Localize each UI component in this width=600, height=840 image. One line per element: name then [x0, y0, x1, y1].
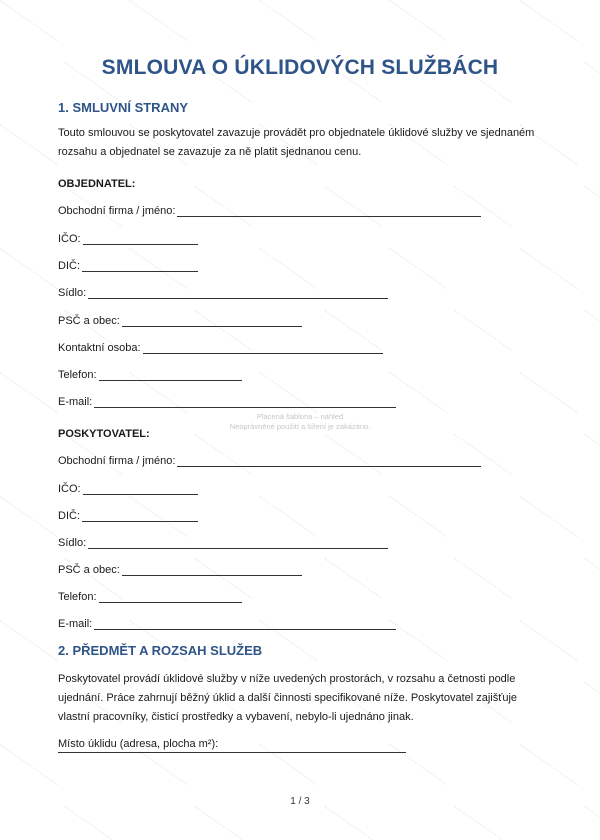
- cleaning-place-label: Místo úklidu (adresa, plocha m²):: [58, 738, 219, 750]
- poskytovatel-ico-field[interactable]: IČO:: [58, 481, 198, 495]
- cleaning-place-field[interactable]: [58, 752, 406, 753]
- section-1-heading: 1. SMLUVNÍ STRANY: [58, 100, 189, 115]
- watermark-stroke: [324, 806, 382, 840]
- objednatel-sidlo-field[interactable]: Sídlo:: [58, 285, 388, 299]
- watermark-stroke: [0, 0, 57, 41]
- watermark-stroke: [519, 372, 577, 413]
- watermark-stroke: [389, 496, 447, 537]
- watermark-stroke: [584, 806, 600, 840]
- watermark-stroke: [519, 620, 577, 661]
- objednatel-contact-field[interactable]: Kontaktní osoba:: [58, 340, 383, 354]
- watermark-stroke: [0, 620, 57, 661]
- watermark-stroke: [324, 558, 382, 599]
- watermark-note: Placená šablona – náhled Neoprávněné použití a šíření je zakázáno.: [229, 412, 371, 431]
- objednatel-email-field[interactable]: E-mail:: [58, 394, 396, 408]
- objednatel-heading: OBJEDNATEL:: [58, 178, 136, 190]
- objednatel-firm-field[interactable]: Obchodní firma / jméno:: [58, 203, 481, 217]
- watermark-stroke: [194, 806, 252, 840]
- watermark-stroke: [389, 248, 447, 289]
- objednatel-psc-field[interactable]: PSČ a obec:: [58, 313, 302, 327]
- watermark-stroke: [584, 434, 600, 475]
- watermark-stroke: [454, 310, 512, 351]
- objednatel-ico-field[interactable]: IČO:: [58, 231, 198, 245]
- watermark-stroke: [389, 620, 447, 661]
- objednatel-dic-field[interactable]: DIČ:: [58, 258, 198, 272]
- poskytovatel-phone-field[interactable]: Telefon:: [58, 589, 242, 603]
- section-2-text: Poskytovatel provádí úklidové služby v níže uvedených prostorách, v rozsahu a četnosti podle ujednání. Práce zahrnují běžný úklid a další činnosti specifikované níže. Poskytovatel zajišťuje vlastní pracovníky, čisticí prostředky a vybavení, nebylo-li ujednáno jinak.: [58, 673, 518, 723]
- watermark-stroke: [0, 372, 57, 413]
- watermark-stroke: [584, 682, 600, 723]
- watermark-stroke: [519, 248, 577, 289]
- watermark-stroke: [584, 186, 600, 227]
- poskytovatel-dic-field[interactable]: DIČ:: [58, 508, 198, 522]
- watermark-stroke: [454, 806, 512, 840]
- watermark-stroke: [519, 0, 577, 41]
- watermark-stroke: [64, 806, 122, 840]
- document-title: SMLOUVA O ÚKLIDOVÝCH SLUŽBÁCH: [101, 56, 499, 79]
- section-2-heading: 2. PŘEDMĚT A ROZSAH SLUŽEB: [58, 643, 263, 658]
- section-1-intro: Touto smlouvou se poskytovatel zavazuje provádět pro objednatele úklidové služby ve sjednaném rozsahu a objednatel se zavazuje za ně platit sjednanou cenu.: [58, 127, 535, 158]
- watermark-stroke: [0, 744, 57, 785]
- poskytovatel-firm-field[interactable]: Obchodní firma / jméno:: [58, 453, 481, 467]
- watermark-stroke: [259, 0, 317, 41]
- objednatel-phone-field[interactable]: Telefon:: [58, 367, 242, 381]
- watermark-stroke: [389, 372, 447, 413]
- watermark-stroke: [259, 248, 317, 289]
- watermark-stroke: [584, 558, 600, 599]
- poskytovatel-email-field[interactable]: E-mail:: [58, 616, 396, 630]
- watermark-stroke: [0, 248, 57, 289]
- watermark-stroke: [0, 124, 57, 165]
- poskytovatel-heading: POSKYTOVATEL:: [58, 428, 150, 440]
- watermark-stroke: [584, 310, 600, 351]
- watermark-stroke: [259, 496, 317, 537]
- poskytovatel-psc-field[interactable]: PSČ a obec:: [58, 562, 302, 576]
- watermark-stroke: [454, 558, 512, 599]
- watermark-stroke: [0, 496, 57, 537]
- watermark-stroke: [129, 0, 187, 41]
- watermark-stroke: [519, 496, 577, 537]
- poskytovatel-sidlo-field[interactable]: Sídlo:: [58, 535, 388, 549]
- watermark-stroke: [389, 0, 447, 41]
- page-number: 1 / 3: [290, 796, 310, 807]
